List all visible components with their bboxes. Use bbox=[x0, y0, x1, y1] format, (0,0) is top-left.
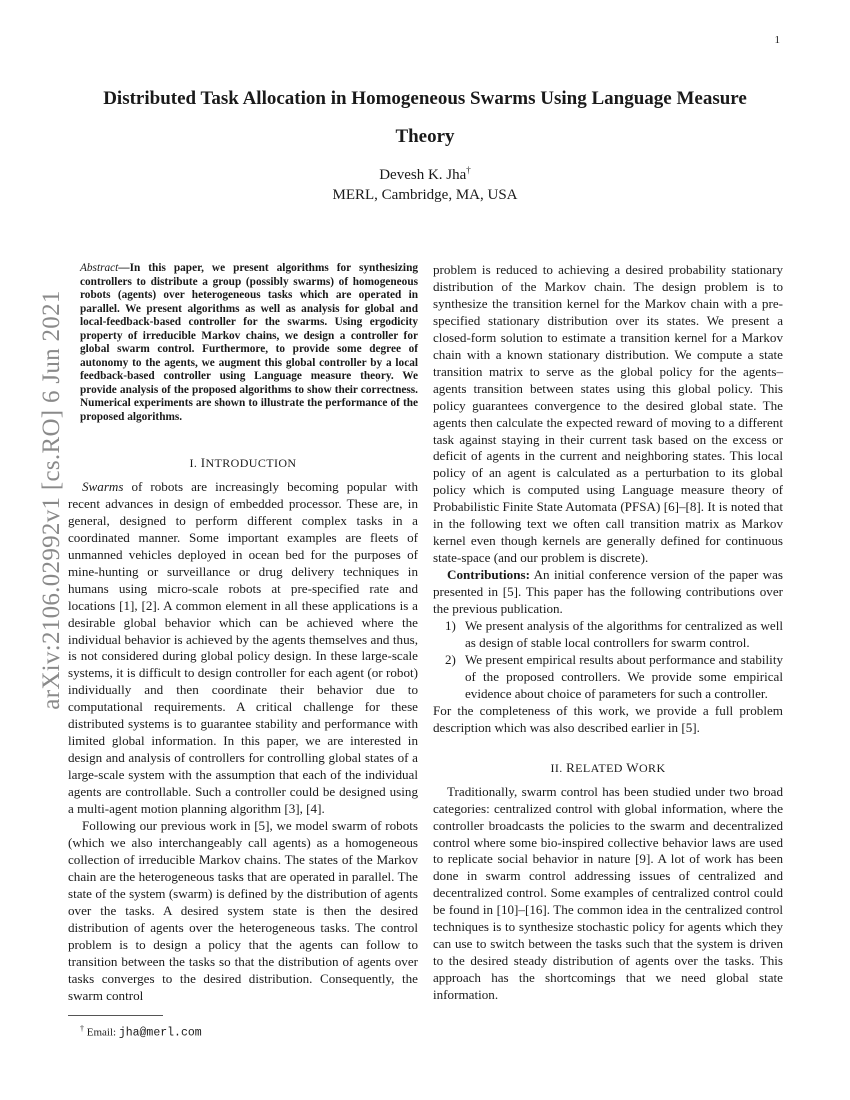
author-block bbox=[90, 160, 760, 205]
author-affiliation: MERL, Cambridge, MA, USA bbox=[332, 187, 518, 203]
section-heading-introduction bbox=[68, 455, 418, 472]
section-numeral: II. bbox=[550, 760, 563, 775]
list-item bbox=[433, 652, 783, 703]
intro-paragraph-3: problem is reduced to achieving a desired probability stationary distribution of the Markov chain. The design problem is to synthesize the transition kernel for the Markov chain with a pre-specified stationary distribution over its states. We present a closed-form solution to estimate a transition kernel for a Markov chain with a known stationary distribution. We compute a state transition matrix to serve as the global policy for the agents– agents transition between states using this global policy. This policy guarantees convergence to the desired global state. The agents then calculate the expected reward of moving to a different task against staying in their current task based on the excess or deficit of agents in the current and neighboring states. This local policy of an agent is calculated as a perturbation to its global policy which is computed using Language measure theory of Probabilistic Finite State Automata (PFSA) [6]–[8]. It is noted that in the following text we often call transition matrix as Markov kernel even though kernels are generally defined for continuous state-space (and our problem is discrete). bbox=[433, 262, 783, 566]
contributions-label: Contributions: bbox=[447, 567, 530, 583]
section-heading-related-work bbox=[433, 760, 783, 777]
footnote-label: Email: bbox=[86, 1026, 117, 1039]
contributions-paragraph bbox=[433, 567, 783, 618]
abstract-dash: — bbox=[118, 262, 130, 274]
intro-paragraph-2: Following our previous work in [5], we model swarm of robots (which we also interchangeably call agents) as a homogeneous collection of irreducible Markov chains. The states of the Markov chain are the heterogeneous tasks that are operated in parallel. The state of the system (swarm) is defined by the distribution of agents over the tasks. A desired system state is then the desired distribution of agents over the heterogeneous tasks. The control problem is to design a policy that the agents can follow to transition between the tasks so that the distribution of agents over tasks converges to the desired distribution. Consequently, the swarm control bbox=[68, 818, 418, 1003]
related-work-paragraph-1: Traditionally, swarm control has been studied under two broad categories: centralized control with global information, where the controller broadcasts the policies to the swarm and decentralized control where some bio-inspired collective behavior laws are used to replicate social behavior in nature [9]. A lot of work has been done in swarm control addressing issues of centralized and decentralized control. Some examples of centralized control could be found in [10]–[16]. The common idea in the centralized control techniques is to synthesize stochastic policy for agents which they can use to switch between the tasks such that the system is driven to the desired steady distribution of agents over the tasks. This approach has the shortcomings that we need global state information. bbox=[433, 783, 783, 1003]
abstract-label: Abstract bbox=[80, 262, 119, 274]
intro-paragraph-1 bbox=[68, 479, 418, 818]
list-item-text: We present analysis of the algorithms for centralized as well as design of stable local controllers for swarm control. bbox=[465, 618, 783, 650]
author-footnote-mark: † bbox=[466, 165, 471, 175]
page-number: 1 bbox=[774, 34, 780, 46]
footnote-mark: † bbox=[80, 1024, 84, 1033]
section-title-initial: R bbox=[566, 759, 576, 775]
intro-lead-word: Swarms bbox=[82, 478, 124, 494]
section-title-rest: ORK bbox=[638, 760, 666, 775]
author-name-line bbox=[90, 160, 760, 185]
contributions-text: An initial conference version of the paper was presented in [5]. This paper has the following contributions over the previous publication. bbox=[433, 567, 783, 617]
left-column bbox=[68, 262, 418, 1005]
list-marker: 1) bbox=[445, 618, 456, 634]
abstract bbox=[68, 262, 418, 424]
abstract-text: In this paper, we present algorithms for synthesizing controllers to distribute a group (possibly swarms) of homogeneous robots (agents) over heterogeneous tasks which are operated in parallel. We present algorithms as well as analysis for global and local-feedback-based controller for the swarms. Using ergodicity property of irreducible Markov chains, we design a controller for global swarm control. Furthermore, to provide some degree of autonomy to the agents, we augment this global controller by a local feedback-based controller using Language measure theory. We provide analysis of the proposed algorithms to show their correctness. Numerical experiments are shown to illustrate the performance of the proposed algorithms. bbox=[80, 262, 418, 423]
list-marker: 2) bbox=[445, 651, 456, 667]
contributions-list bbox=[433, 618, 783, 703]
footnote bbox=[80, 1024, 202, 1040]
section-title-rest: NTRODUCTION bbox=[205, 456, 297, 470]
list-item bbox=[433, 618, 783, 652]
paper-title: Distributed Task Allocation in Homogeneous Swarms Using Language Measure Theory bbox=[103, 88, 747, 147]
section-title-initial: W bbox=[626, 759, 639, 775]
footnote-rule bbox=[68, 1015, 163, 1016]
list-item-text: We present empirical results about performance and stability of the proposed controllers. We provide some empirical evidence about choice of parameters for such a controller. bbox=[465, 651, 783, 701]
section-title-initial: I bbox=[200, 455, 206, 470]
author-name: Devesh K. Jha bbox=[379, 167, 467, 183]
section-numeral: I. bbox=[189, 456, 198, 470]
arxiv-id[interactable]: arXiv:2106.02992v1 [cs.RO] 6 Jun 2021 bbox=[38, 290, 65, 710]
footnote-email-link[interactable]: jha@merl.com bbox=[118, 1026, 202, 1040]
right-column bbox=[433, 262, 783, 1004]
intro-paragraph-1-text: of robots are increasingly becoming popular with recent advances in design of embedded processor. These are, in general, designed to perform different complex tasks in a coordinated manner. Some important examples are fleets of unmanned vehicles deployed in ocean bed for the purposes of mine-hunting or surveillance or drug delivery techniques in humans using micro-scale robots at pre-specified rate and locations [1], [2]. A common element in all these applications is a desirable global behavior which can be achieved where the individual behavior is achieved by the agents themselves and thus, is not considered during global policy design. In these large-scale systems, it is difficult to design controller for each agent (or robot) individually and then coordinate their behavior due to computational requirements. A critical challenge for these distributed systems is to guarantee stability and performance with limited global information. In this paper, we are interested in design and analysis of controllers for controlling global states of a large-scale system with the assumption that each of the individual agents are controllable. Such a controller could be designed using a multi-agent motion planning algorithm [3], [4]. bbox=[68, 478, 418, 817]
section-title-rest: ELATED bbox=[575, 760, 623, 775]
intro-closing-paragraph: For the completeness of this work, we provide a full problem description which was also described earlier in [5]. bbox=[433, 702, 783, 735]
